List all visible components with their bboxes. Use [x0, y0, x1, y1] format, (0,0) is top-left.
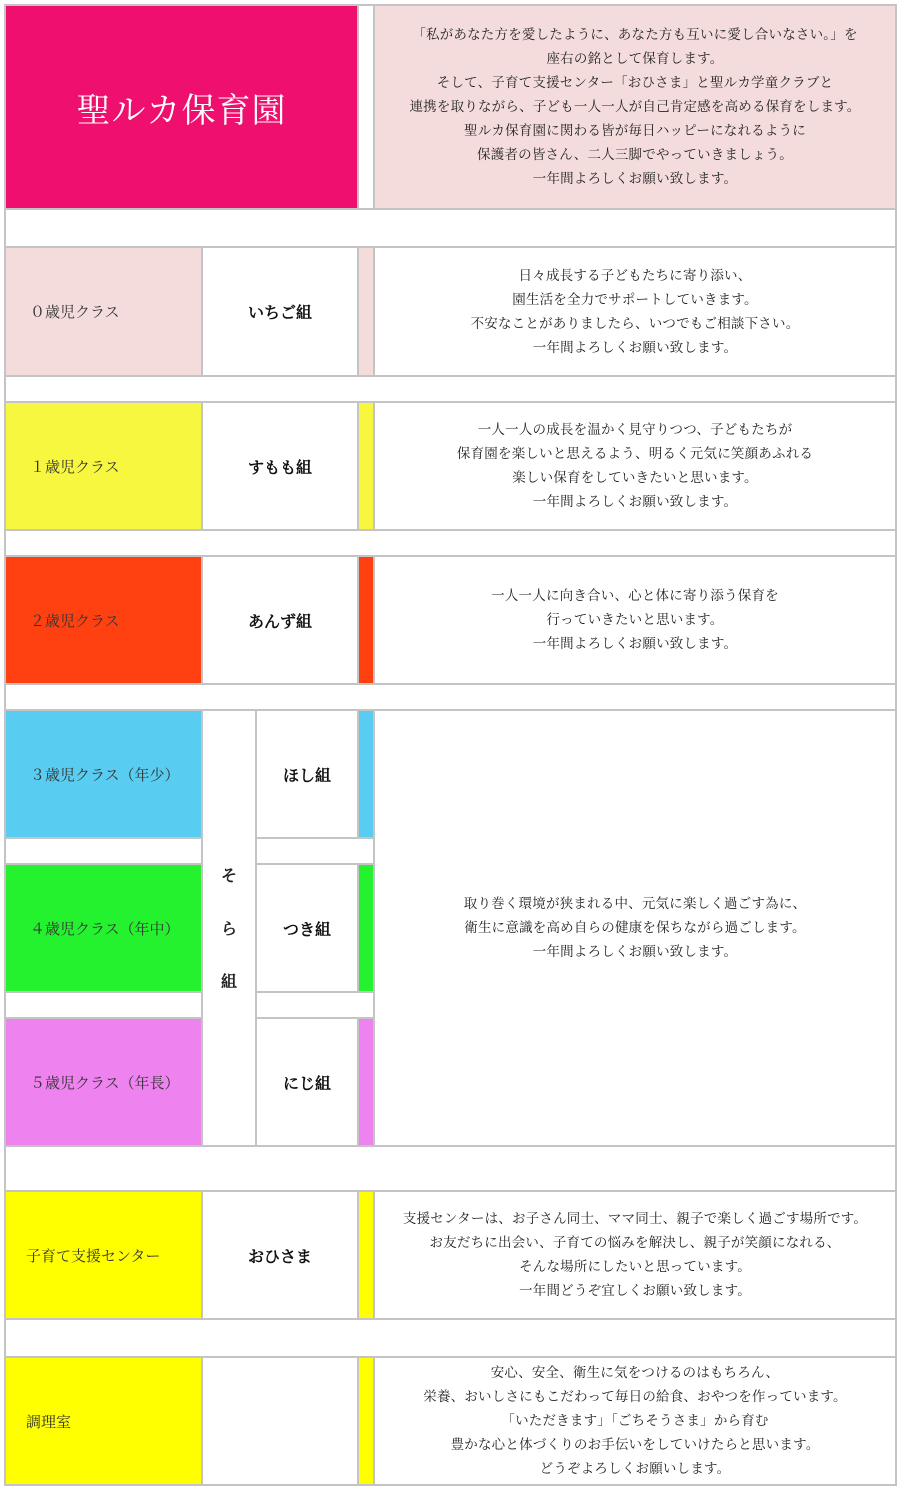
class-label-age4: ４歳児クラス（年中）: [4, 863, 203, 993]
row-spacer: [4, 208, 897, 248]
row-spacer: [4, 1318, 897, 1358]
group-name-anzu: あんず組: [201, 555, 359, 685]
kitchen-label: 調理室: [4, 1356, 203, 1486]
group-name-ohisama: おひさま: [201, 1190, 359, 1320]
class-label-age0: ０歳児クラス: [4, 246, 203, 377]
kitchen-message: 安心、安全、衛生に気をつけるのはもちろん、 栄養、おいしさにもこだわって毎日の給食、おやつを作っています。 「いただきます」「ごちそうさま」から育む 豊かな心と体づくりのお手伝いをしていけたらと思います。 どうぞよろしくお願いします。: [373, 1356, 897, 1486]
center-message: 支援センターは、お子さん同士、ママ同士、親子で楽しく過ごす場所です。 お友だちに出会い、子育ての悩みを解決し、親子が笑顔になれる、 そんな場所にしたいと思っています。 一年間どうぞ宜しくお願い致します。: [373, 1190, 897, 1320]
intro-message: 「私があなた方を愛したように、あなた方も互いに愛し合いなさい。」を 座右の銘として保育します。 そして、子育て支援センター「おひさま」と聖ルカ学童クラブと 連携を取りながら、子ども一人一人が自己肯定感を高める保育をします。 聖ルカ保育園に関わる皆が毎日ハッピーになれるように 保護者の皆さん、二人三脚でやっていきましょう。 一年間よろしくお願い致します。: [373, 4, 897, 210]
class-label-age5: ５歳児クラス（年長）: [4, 1017, 203, 1147]
group-name-ichigo: いちご組: [201, 246, 359, 377]
class-label-age3: ３歳児クラス（年少）: [4, 709, 203, 839]
group-name-hoshi: ほし組: [255, 709, 359, 839]
row-spacer: [4, 1145, 897, 1192]
sora-message: 取り巻く環境が狭まれる中、元気に楽しく過ごす為に、 衛生に意識を高め自らの健康を保ちながら過ごします。 一年間よろしくお願い致します。: [373, 709, 897, 1147]
row-spacer: [4, 375, 897, 403]
row-spacer: [255, 991, 375, 1019]
row-spacer: [4, 529, 897, 557]
class-message-age1: 一人一人の成長を温かく見守りつつ、子どもたちが 保育園を楽しいと思えるよう、明るく元気に笑顔あふれる 楽しい保育をしていきたいと思います。 一年間よろしくお願い致します。: [373, 401, 897, 531]
class-label-age1: １歳児クラス: [4, 401, 203, 531]
sora-group-name: そ ら 組: [201, 709, 257, 1147]
title-cell: [4, 4, 359, 210]
row-spacer: [4, 837, 203, 865]
row-spacer: [4, 991, 203, 1019]
class-label-age2: ２歳児クラス: [4, 555, 203, 685]
kitchen-group-cell: [201, 1356, 359, 1486]
class-message-age2: 一人一人に向き合い、心と体に寄り添う保育を 行っていきたいと思います。 一年間よろしくお願い致します。: [373, 555, 897, 685]
group-name-sumomo: すもも組: [201, 401, 359, 531]
row-spacer: [4, 683, 897, 711]
group-name-tsuki: つき組: [255, 863, 359, 993]
row-spacer: [255, 837, 375, 865]
class-message-age0: 日々成長する子どもたちに寄り添い、 園生活を全力でサポートしていきます。 不安なことがありましたら、いつでもご相談下さい。 一年間よろしくお願い致します。: [373, 246, 897, 377]
center-label: 子育て支援センター: [4, 1190, 203, 1320]
page-title: 聖ルカ保育園: [76, 90, 287, 131]
group-name-niji: にじ組: [255, 1017, 359, 1147]
